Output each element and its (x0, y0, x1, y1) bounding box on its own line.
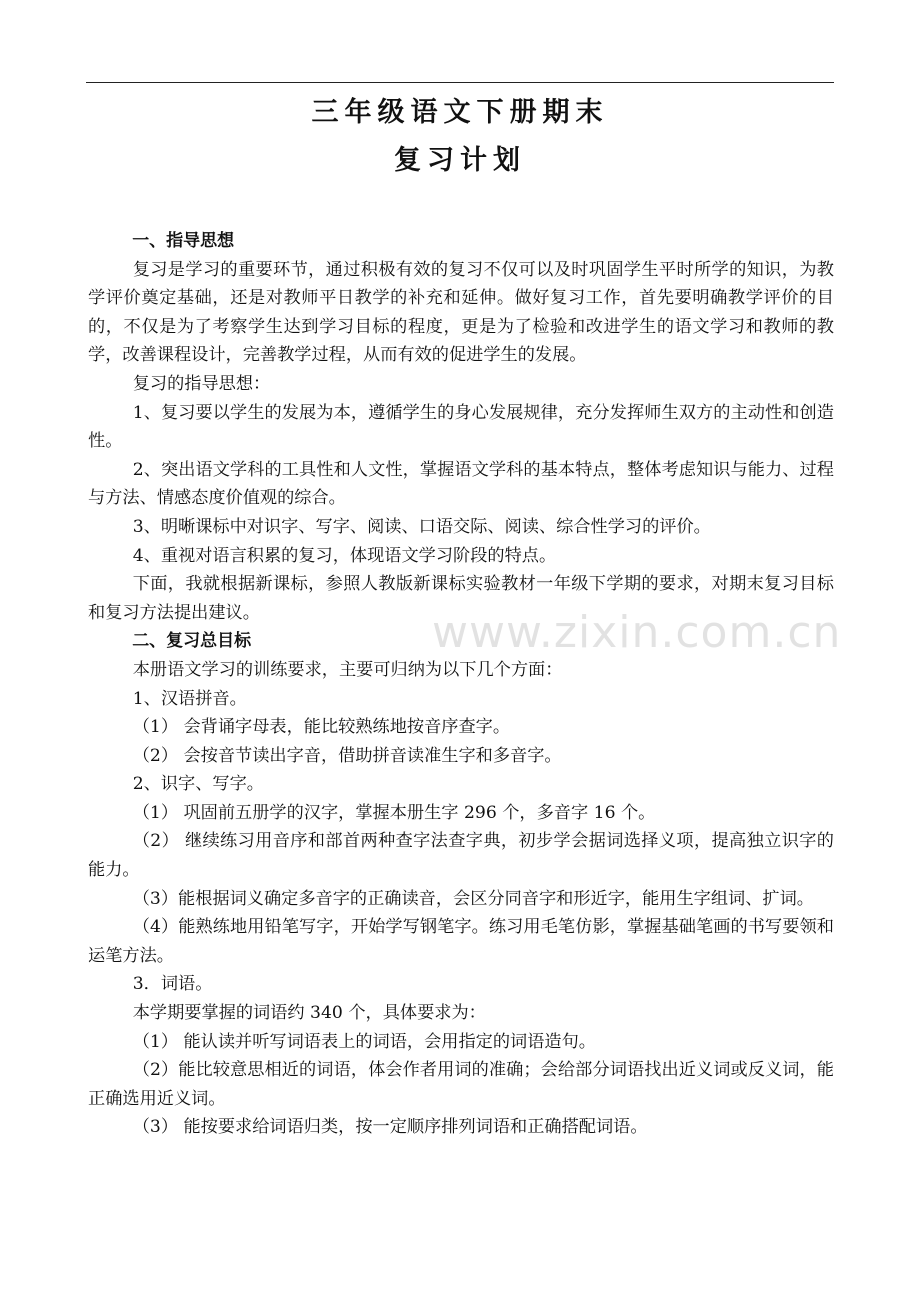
list-item: （2） 会按音节读出字音，借助拼音读准生字和多音字。 (132, 745, 562, 766)
document-title: 三年级语文下册期末 (311, 97, 609, 128)
header-rule (86, 82, 834, 83)
list-item: （4）能熟练地用铅笔写字，开始学写钢笔字。练习用毛笔仿影，掌握基础笔画的书写要领和运笔方法。 (88, 917, 834, 966)
paragraph: 复习的指导思想： (132, 373, 271, 394)
paragraph: 本学期要掌握的词语约 340 个，具体要求为： (132, 1003, 486, 1024)
list-item: （3）能根据词义确定多音字的正确读音，会区分同音字和形近字，能用生字组词、扩词。 (132, 888, 814, 909)
document-body (88, 227, 834, 1142)
subsection-heading: 3．词语。 (132, 974, 213, 995)
document-subtitle: 复习计划 (394, 145, 526, 176)
paragraph: 复习是学习的重要环节，通过积极有效的复习不仅可以及时巩固学生平时所学的知识，为教学评价奠定基础，还是对教师平日教学的补充和延伸。做好复习工作，首先要明确教学评价的目的，不仅是为了考察学生达到学习目标的程度，更是为了检验和改进学生的语文学习和教师的教学，改善课程设计，完善教学过程，从而有效的促进学生的发展。 (88, 259, 834, 366)
subsection-heading: 2、识字、写字。 (132, 774, 264, 795)
list-item: 2、突出语文学科的工具性和人文性，掌握语文学科的基本特点，整体考虑知识与能力、过程与方法、情感态度价值观的综合。 (88, 459, 834, 509)
list-item: （1） 会背诵字母表，能比较熟练地按音序查字。 (132, 717, 511, 738)
list-item: （1） 巩固前五册学的汉字，掌握本册生字 296 个，多音字 16 个。 (132, 802, 656, 823)
list-item: （2） 继续练习用音序和部首两种查字法查字典，初步学会据词选择义项，提高独立识字的能力。 (88, 831, 834, 881)
paragraph: 本册语文学习的训练要求，主要可归纳为以下几个方面： (132, 659, 563, 680)
paragraph: 下面，我就根据新课标，参照人教版新课标实验教材一年级下学期的要求，对期末复习目标和复习方法提出建议。 (88, 574, 834, 623)
list-item: 4、重视对语言积累的复习，体现语文学习阶段的特点。 (132, 545, 557, 566)
list-item: 3、明晰课标中对识字、写字、阅读、口语交际、阅读、综合性学习的评价。 (132, 516, 711, 537)
section-heading: 一、指导思想 (132, 231, 235, 251)
section-heading: 二、复习总目标 (132, 631, 252, 652)
subsection-heading: 1、汉语拼音。 (132, 688, 247, 709)
list-item: （2）能比较意思相近的词语，体会作者用词的准确；会给部分词语找出近义词或反义词，能正确选用近义词。 (88, 1060, 834, 1109)
list-item: 1、复习要以学生的发展为本，遵循学生的身心发展规律，充分发挥师生双方的主动性和创造性。 (88, 402, 834, 452)
watermark-text: www.zixin.com.cn (432, 607, 842, 658)
list-item: （1） 能认读并听写词语表上的词语，会用指定的词语造句。 (132, 1031, 596, 1052)
list-item: （3） 能按要求给词语归类，按一定顺序排列词语和正确搭配词语。 (132, 1117, 648, 1138)
